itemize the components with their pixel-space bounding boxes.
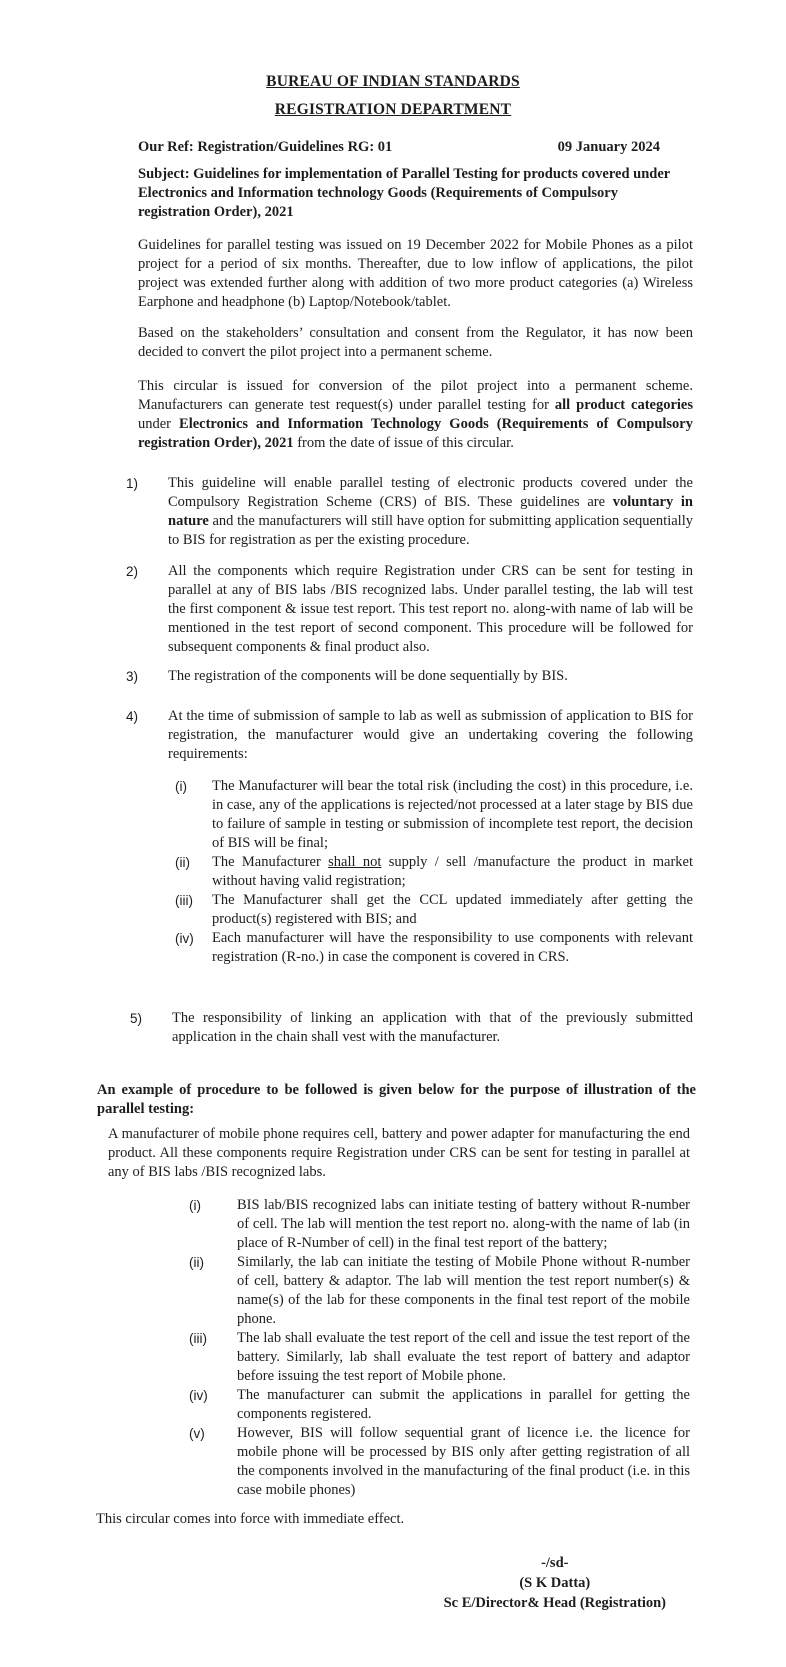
example-step-iv — [189, 1386, 690, 1424]
item-marker: (iv) — [175, 931, 194, 946]
signature-block — [444, 1553, 666, 1613]
item-text: The Manufacturer will bear the total risk (including the cost) in this procedure, i.e. in case, any of the applications is rejected/not processed at a later stage by BIS due to failure of sample in testing or submission of incomplete test report, the decision of BIS will be final; — [212, 778, 693, 851]
bold-emphasis: Electronics and Information Technology Goods (Requirements of Compulsory registration Order), 2021 — [138, 416, 693, 451]
item-text: The manufacturer can submit the applications in parallel for getting the components registered. — [237, 1387, 690, 1422]
item-text: Each manufacturer will have the responsibility to use components with relevant registration (R-no.) in case the component is covered in CRS. — [212, 930, 693, 965]
paragraph-text: The Manufacturer — [212, 854, 329, 870]
signature-designation: Sc E/Director& Head (Registration) — [443, 1595, 666, 1611]
item-marker: (ii) — [175, 855, 190, 870]
numbered-item-5 — [130, 1009, 693, 1047]
numbered-item-3 — [126, 667, 693, 686]
signature-name: (S K Datta) — [519, 1575, 591, 1591]
example-intro-paragraph: A manufacturer of mobile phone requires cell, battery and power adapter for manufacturing the end product. All these components require Registration under CRS can be sent for testing in parallel at any of BIS labs /BIS recognized labs. — [108, 1126, 690, 1180]
item-marker: (i) — [175, 779, 187, 794]
intro-paragraph-2: Based on the stakeholders’ consultation and consent from the Regulator, it has now been decided to convert the pilot project into a permanent scheme. — [138, 325, 693, 360]
undertaking-list — [0, 777, 786, 967]
item-text: However, BIS will follow sequential grant of licence i.e. the licence for mobile phone will be processed by BIS only after getting registration of all the components involved in the manufacturing of the final product (i.e. in this case mobile phones) — [237, 1425, 690, 1498]
item-text: The lab shall evaluate the test report of the cell and issue the test report of the battery. Similarly, lab shall evaluate the test report of battery and adaptor before issuing the test report of Mobile phone. — [237, 1330, 690, 1384]
signature-sd: -/sd- — [541, 1555, 569, 1571]
paragraph-text: supply / sell /manufacture the product in market without having valid registration; — [212, 854, 693, 889]
item-text — [212, 853, 693, 891]
item-marker: 1) — [126, 476, 139, 491]
item-marker: (v) — [189, 1426, 205, 1441]
item-marker: (i) — [189, 1198, 201, 1213]
item-text: BIS lab/BIS recognized labs can initiate testing of battery without R-number of cell. The lab will mention the test report no. along-with the name of lab (in place of R-Number of cell) in the final test report of the battery; — [237, 1197, 690, 1251]
item-text: All the components which require Registration under CRS can be sent for testing in parallel at any of BIS labs /BIS recognized labs. Under parallel testing, the lab will test the first component & issue test report. This test report no. along-with name of lab will be mentioned in the test report of second component. This procedure will be followed for subsequent components & final product also. — [168, 563, 693, 655]
closing-statement: This circular comes into force with immediate effect. — [96, 1511, 405, 1527]
paragraph-text: from the date of issue of this circular. — [293, 435, 514, 451]
issue-date: 09 January 2024 — [557, 139, 660, 155]
item-text: The Manufacturer shall get the CCL updated immediately after getting the product(s) registered with BIS; and — [212, 892, 693, 927]
intro-paragraph-1: Guidelines for parallel testing was issued on 19 December 2022 for Mobile Phones as a pilot project for a period of six months. Thereafter, due to low inflow of applications, the pilot project was extended further along with addition of two more product categories (a) Wireless Earphone and headphone (b) Laptop/Notebook/tablet. — [138, 237, 693, 310]
item-marker: 5) — [130, 1011, 143, 1026]
paragraph-text: This guideline will enable parallel testing of electronic products covered under the Compulsory Registration Scheme (CRS) of BIS. These guidelines are — [168, 475, 693, 510]
subject-line: Subject: Guidelines for implementation of Parallel Testing for products covered under Electronics and Information technology Goods (Requirements of Compulsory registration Order), 2021 — [138, 166, 678, 220]
item-marker: (iv) — [189, 1388, 208, 1403]
undertaking-item-i — [175, 777, 693, 853]
underlined-emphasis: shall not — [328, 854, 382, 870]
numbered-item-2 — [126, 562, 693, 657]
item-marker: (iii) — [175, 893, 193, 908]
bold-emphasis: all product categories — [554, 397, 693, 413]
paragraph-text: This circular is issued for conversion of the pilot project into a permanent scheme. Manufacturers can generate test request(s) under parallel testing for — [138, 378, 693, 413]
paragraph-text: under — [138, 416, 180, 432]
undertaking-item-ii — [175, 853, 693, 891]
item-marker: (ii) — [189, 1255, 204, 1270]
bold-emphasis: voluntary in nature — [168, 494, 693, 529]
item-marker: 2) — [126, 564, 139, 579]
org-title: BUREAU OF INDIAN STANDARDS — [266, 73, 520, 90]
item-text: At the time of submission of sample to lab as well as submission of application to BIS for registration, the manufacturer would give an undertaking covering the following requirements: — [168, 708, 693, 762]
numbered-item-1 — [126, 474, 693, 550]
item-text: The responsibility of linking an application with that of the previously submitted application in the chain shall vest with the manufacturer. — [172, 1010, 693, 1045]
item-marker: (iii) — [189, 1331, 207, 1346]
dept-title: REGISTRATION DEPARTMENT — [274, 101, 512, 118]
paragraph-text: and the manufacturers will still have option for submitting application sequentially to BIS for registration as per the existing procedure. — [168, 513, 693, 548]
intro-paragraph-3 — [138, 377, 693, 453]
reference-number: Our Ref: Registration/Guidelines RG: 01 — [138, 139, 393, 155]
numbered-item-4 — [126, 707, 693, 764]
item-text: The registration of the components will be done sequentially by BIS. — [168, 668, 568, 684]
example-step-iii — [189, 1329, 690, 1386]
item-marker: 3) — [126, 669, 139, 684]
item-marker: 4) — [126, 709, 139, 724]
example-step-v — [189, 1424, 690, 1500]
item-text — [168, 474, 693, 550]
example-step-list — [0, 1196, 786, 1500]
undertaking-item-iii — [175, 891, 693, 929]
undertaking-item-iv — [175, 929, 693, 967]
example-step-i — [189, 1196, 690, 1253]
reference-row — [138, 138, 660, 157]
example-step-ii — [189, 1253, 690, 1329]
example-heading: An example of procedure to be followed is given below for the purpose of illustration of the parallel testing: — [97, 1082, 696, 1117]
item-text: Similarly, the lab can initiate the testing of Mobile Phone without R-number of cell, battery & adaptor. The lab will mention the test report number(s) & name(s) of the lab for these components in the final test report of the mobile phone. — [237, 1254, 690, 1327]
